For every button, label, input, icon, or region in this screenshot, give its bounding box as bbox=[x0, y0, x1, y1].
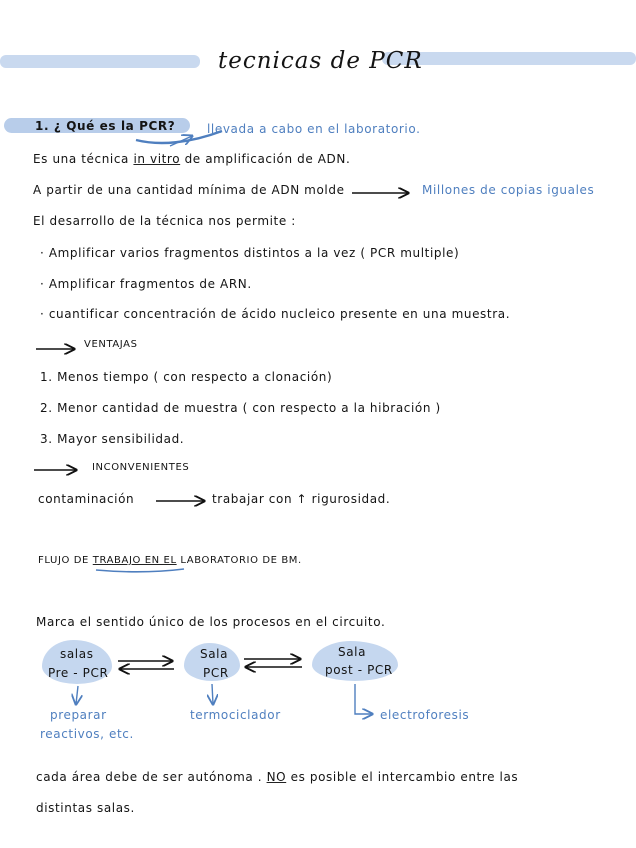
room-1-line2: Pre - PCR bbox=[48, 666, 109, 680]
flujo-pre: FLUJO DE bbox=[38, 555, 89, 566]
closing-line-2: distintas salas. bbox=[36, 801, 135, 815]
room-1-line1: salas bbox=[60, 647, 94, 661]
arrow-down-pcr bbox=[212, 684, 213, 704]
closing-1-pre: cada área debe de ser autónoma . bbox=[36, 770, 263, 784]
inconvenientes-label: INCONVENIENTES bbox=[92, 462, 190, 473]
flujo-post: LABORATORIO DE BM. bbox=[180, 555, 302, 566]
room-2-note1: termociclador bbox=[190, 708, 281, 722]
q1-note: llevada a cabo en el laboratorio. bbox=[207, 122, 421, 136]
bullet-2: · Amplificar fragmentos de ARN. bbox=[40, 277, 252, 291]
ventaja-2: 2. Menor cantidad de muestra ( con respecto a la hibración ) bbox=[40, 401, 441, 415]
ventaja-1: 1. Menos tiempo ( con respecto a clonación) bbox=[40, 370, 333, 384]
q1-line3: El desarrollo de la técnica nos permite : bbox=[33, 214, 296, 228]
flujo-underlined: TRABAJO EN EL bbox=[92, 555, 177, 566]
q1-line2-result: Millones de copias iguales bbox=[422, 183, 595, 197]
section-heading-q1: 1. ¿ Qué es la PCR? bbox=[35, 119, 176, 133]
room-3-line1: Sala bbox=[338, 645, 367, 659]
flujo-underline bbox=[96, 569, 184, 572]
room-3-note1: electroforesis bbox=[380, 708, 470, 722]
ventajas-label: VENTAJAS bbox=[84, 339, 138, 350]
room-1-note2: reactivos, etc. bbox=[40, 727, 134, 741]
ventaja-3: 3. Mayor sensibilidad. bbox=[40, 432, 185, 446]
bullet-1: · Amplificar varios fragmentos distintos a la vez ( PCR multiple) bbox=[40, 246, 460, 260]
room-2-line1: Sala bbox=[200, 647, 229, 661]
inconveniente-item: contaminación bbox=[38, 492, 135, 506]
closing-1-emph: NO bbox=[266, 770, 287, 784]
bullet-3: · cuantificar concentración de ácido nucleico presente en una muestra. bbox=[40, 307, 511, 321]
arrow-down-pre bbox=[76, 686, 78, 704]
arrow-down-post bbox=[355, 684, 372, 714]
flujo-intro: Marca el sentido único de los procesos en el circuito. bbox=[36, 615, 386, 629]
page-title: tecnicas de PCR bbox=[218, 48, 423, 74]
q1-line1-pre: Es una técnica bbox=[33, 152, 130, 166]
room-1-note1: preparar bbox=[50, 708, 107, 722]
q1-line1-post: de amplificación de ADN. bbox=[184, 152, 351, 166]
inconveniente-result: trabajar con ↑ rigurosidad. bbox=[212, 492, 391, 506]
room-2-line2: PCR bbox=[203, 666, 229, 680]
closing-1-post: es posible el intercambio entre las bbox=[290, 770, 519, 784]
q1-line1-underlined: in vitro bbox=[133, 152, 181, 166]
room-3-line2: post - PCR bbox=[325, 663, 393, 677]
q1-line2: A partir de una cantidad mínima de ADN molde bbox=[33, 183, 345, 197]
